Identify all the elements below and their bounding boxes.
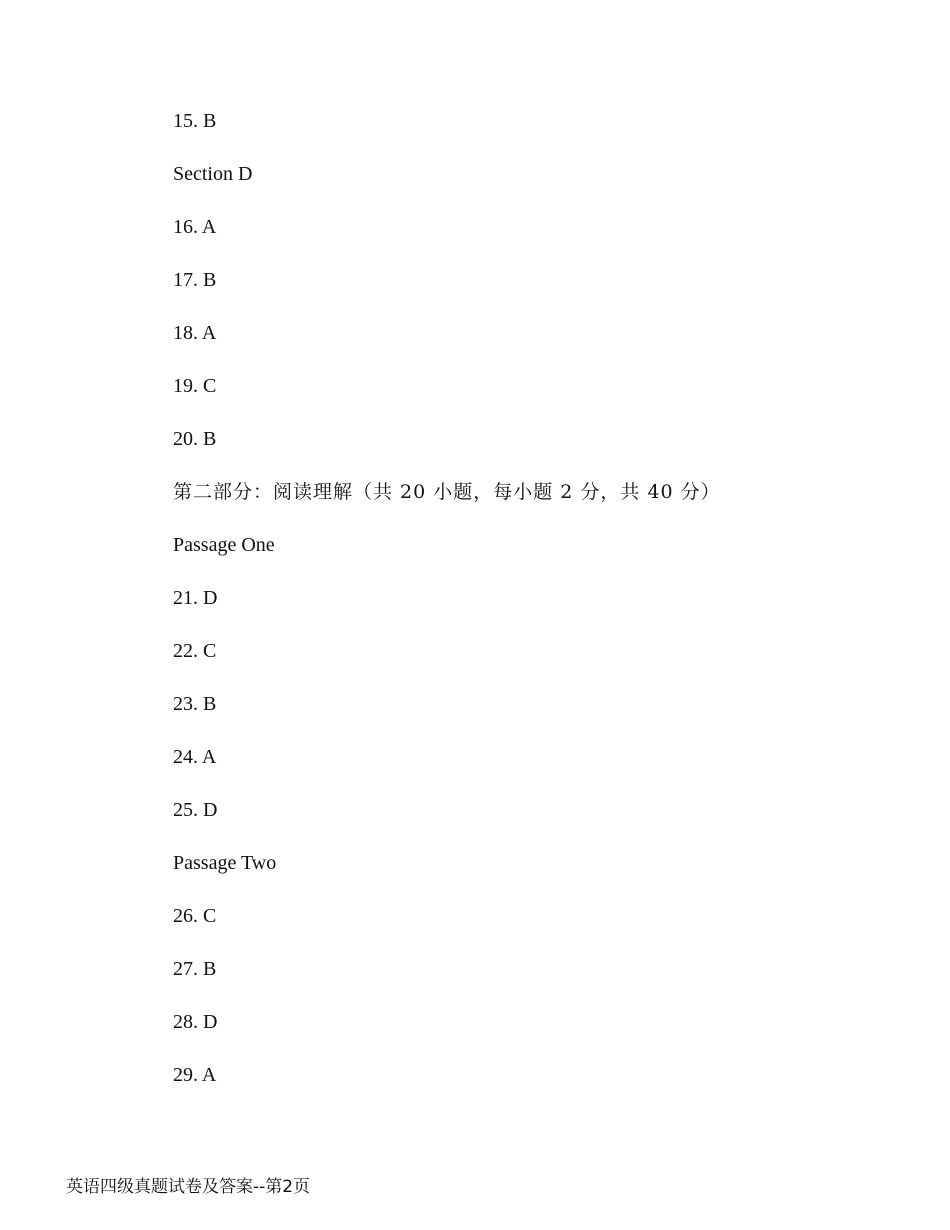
answer-line: 20. B <box>173 428 217 450</box>
answer-line: 15. B <box>173 110 217 132</box>
answer-line: 29. A <box>173 1064 217 1086</box>
answer-line: 26. C <box>173 905 217 927</box>
answer-line: 16. A <box>173 216 217 238</box>
answer-line: 23. B <box>173 693 217 715</box>
answer-line: 18. A <box>173 322 217 344</box>
passage-heading: Passage Two <box>173 852 277 874</box>
page-footer: 英语四级真题试卷及答案--第2页 <box>66 1177 311 1197</box>
answer-line: 21. D <box>173 587 218 609</box>
answer-line: 28. D <box>173 1011 218 1033</box>
answer-list <box>173 106 873 1113</box>
part-title: 第二部分：阅读理解（共 20 小题，每小题 2 分，共 40 分） <box>173 481 721 503</box>
section-heading: Section D <box>173 163 253 185</box>
answer-line: 19. C <box>173 375 217 397</box>
answer-line: 25. D <box>173 799 218 821</box>
answer-line: 24. A <box>173 746 217 768</box>
answer-line: 22. C <box>173 640 217 662</box>
answer-line: 27. B <box>173 958 217 980</box>
answer-line: 17. B <box>173 269 217 291</box>
passage-heading: Passage One <box>173 534 275 556</box>
